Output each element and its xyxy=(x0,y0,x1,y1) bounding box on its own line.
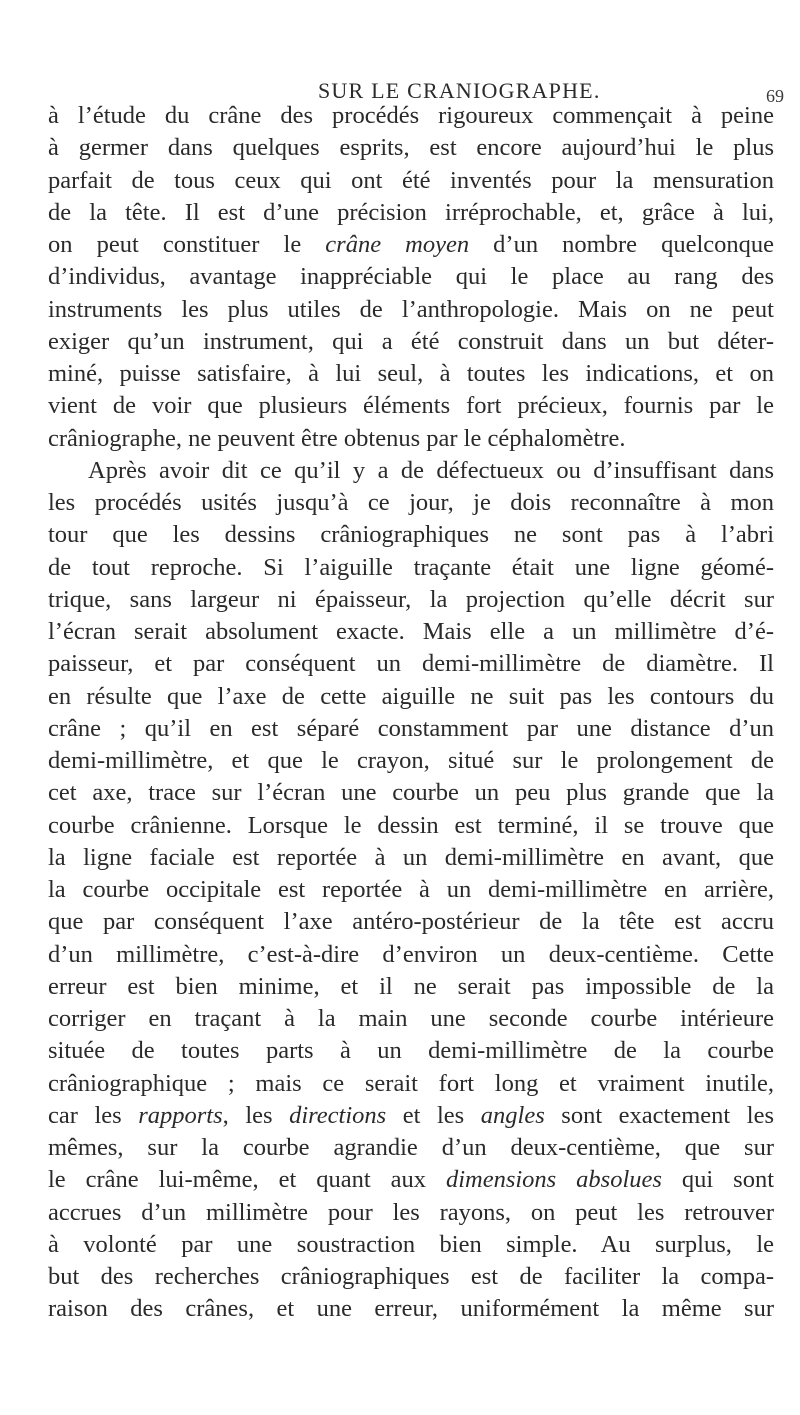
text-line: à l’étude du crâne des procédés rigoureux commençait à peine xyxy=(48,102,774,129)
text-line: les procédés usités jusqu’à ce jour, je dois reconnaître à mon xyxy=(48,489,774,516)
text-line: la courbe occipitale est reportée à un demi-millimètre en arrière, xyxy=(48,876,774,903)
text-line: Après avoir dit ce qu’il y a de défectueux ou d’insuffisant dans xyxy=(88,456,774,484)
text-line: la ligne faciale est reportée à un demi-millimètre en avant, que xyxy=(48,843,774,871)
text-line: l’écran serait absolument exacte. Mais elle a un millimètre d’é- xyxy=(48,618,774,645)
text-line: en résulte que l’axe de cette aiguille ne suit pas les contours du xyxy=(48,682,774,710)
text-line: que par conséquent l’axe antéro-postérieur de la tête est accru xyxy=(48,908,774,936)
text-line: demi-millimètre, et que le crayon, situé sur le prolongement de xyxy=(48,747,774,774)
text-line: tour que les dessins crâniographiques ne sont pas à l’abri xyxy=(48,521,774,549)
text-line: cet axe, trace sur l’écran une courbe un peu plus grande que la xyxy=(48,779,774,807)
text-line: d’un millimètre, c’est-à-dire d’environ un deux-centième. Cette xyxy=(48,940,774,968)
text-line: parfait de tous ceux qui ont été inventés pour la mensuration xyxy=(48,166,774,194)
text-segment: le crâne lui-même, et quant aux xyxy=(48,1166,446,1194)
text-line: à germer dans quelques esprits, est encore aujourd’hui le plus xyxy=(48,134,774,162)
text-segment: sont exactement les xyxy=(544,1101,774,1129)
text-line: de tout reproche. Si l’aiguille traçante était une ligne géomé- xyxy=(48,553,774,581)
text-line xyxy=(48,1100,774,1132)
text-segment: car les xyxy=(48,1101,139,1129)
running-title: SUR LE CRANIOGRAPHE. xyxy=(318,78,601,103)
italic-term: dimensions absolues xyxy=(445,1166,662,1194)
page-number: 69 xyxy=(766,86,784,106)
text-line: corriger en traçant à la main une seconde courbe intérieure xyxy=(48,1005,774,1032)
text-line xyxy=(48,229,774,261)
text-line: vient de voir que plusieurs éléments fort précieux, fournis par le xyxy=(48,392,774,420)
text-segment: on peut constituer le xyxy=(48,231,326,258)
text-segment: et les xyxy=(386,1101,481,1129)
text-line: crâniographique ; mais ce serait fort long et vraiment inutile, xyxy=(48,1069,774,1097)
text-line: crâniographe, ne peuvent être obtenus par le céphalomètre. xyxy=(48,424,626,452)
text-line: exiger qu’un instrument, qui a été construit dans un but déter- xyxy=(48,327,774,355)
text-line: but des recherches crâniographiques est de faciliter la compa- xyxy=(48,1263,774,1290)
text-line: à volonté par une soustraction bien simple. Au surplus, le xyxy=(48,1230,774,1258)
text-line: mêmes, sur la courbe agrandie d’un deux-centième, que sur xyxy=(48,1134,774,1161)
italic-term: directions xyxy=(289,1101,387,1129)
text-line: paisseur, et par conséquent un demi-millimètre de diamètre. Il xyxy=(48,650,774,678)
italic-term: crâne moyen xyxy=(325,231,470,258)
text-segment: , les xyxy=(222,1101,290,1129)
italic-term: rapports xyxy=(138,1101,223,1129)
text-line: de la tête. Il est d’une précision irréprochable, et, grâce à lui, xyxy=(48,198,774,226)
text-line xyxy=(48,1164,774,1196)
text-line: erreur est bien minime, et il ne serait pas impossible de la xyxy=(48,972,774,1000)
text-segment: d’un nombre quelconque xyxy=(469,231,774,258)
body-text xyxy=(48,100,774,1326)
text-line: crâne ; qu’il en est séparé constamment par une distance d’un xyxy=(48,714,774,742)
text-line: raison des crânes, et une erreur, uniformément la même sur xyxy=(48,1295,774,1323)
text-line: miné, puisse satisfaire, à lui seul, à toutes les indications, et on xyxy=(48,360,774,387)
text-line: d’individus, avantage inappréciable qui le place au rang des xyxy=(48,263,774,291)
text-segment: qui sont xyxy=(661,1166,775,1194)
text-line: accrues d’un millimètre pour les rayons, on peut les retrouver xyxy=(48,1198,774,1226)
text-line: instruments les plus utiles de l’anthropologie. Mais on ne peut xyxy=(48,295,774,323)
text-line: courbe crânienne. Lorsque le dessin est terminé, il se trouve que xyxy=(48,811,774,839)
text-line: située de toutes parts à un demi-millimètre de la courbe xyxy=(48,1037,774,1065)
italic-term: angles xyxy=(480,1101,545,1129)
text-line: trique, sans largeur ni épaisseur, la projection qu’elle décrit sur xyxy=(48,585,774,613)
